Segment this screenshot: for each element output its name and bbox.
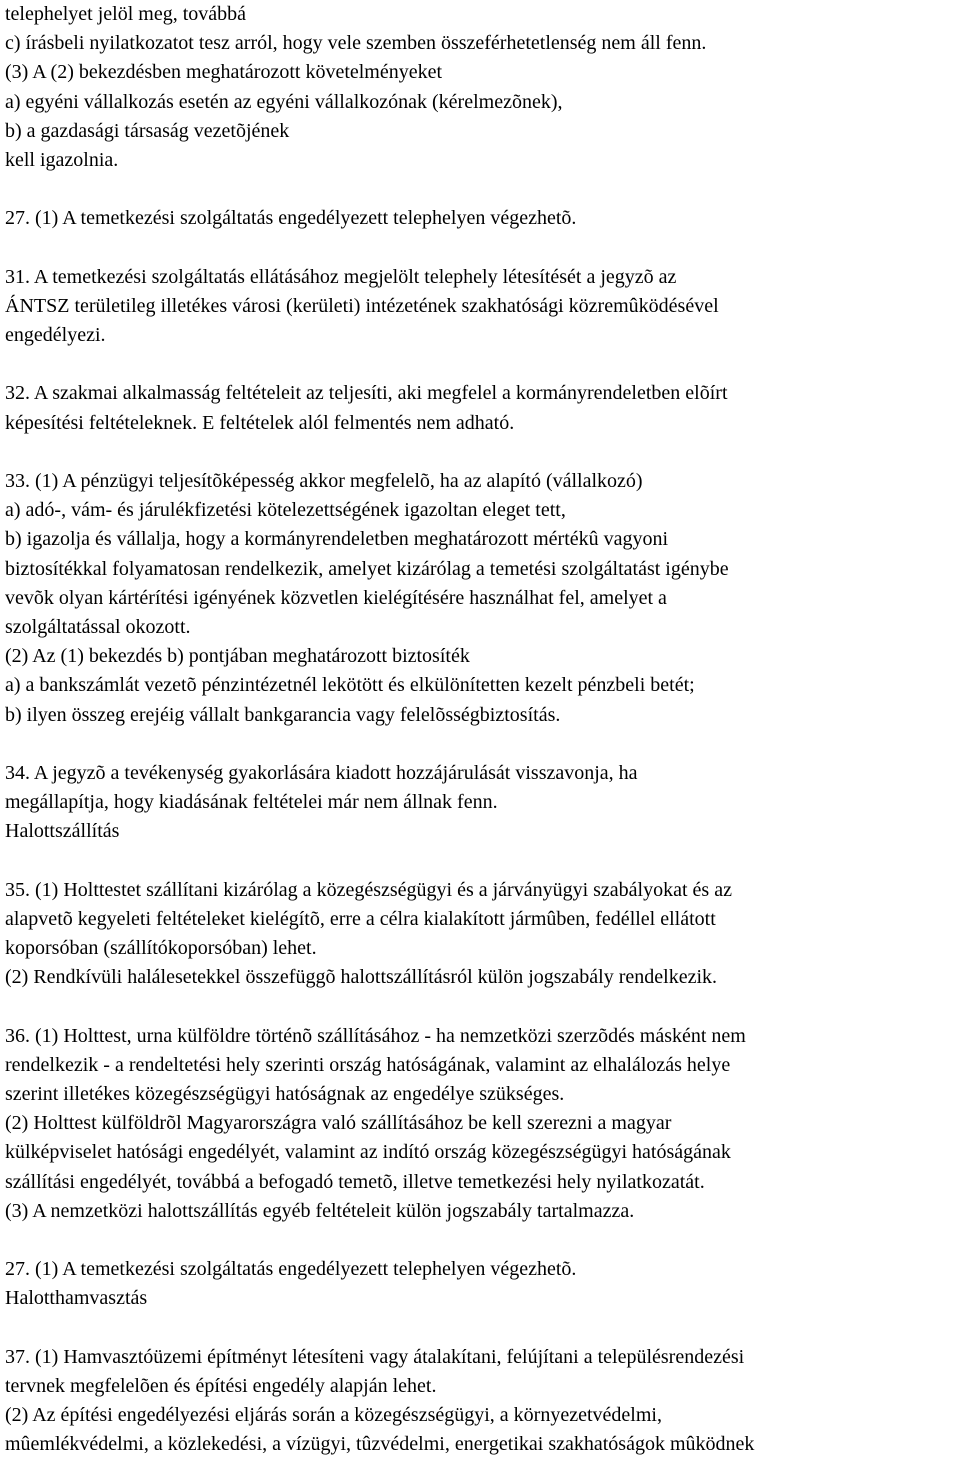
text-line: (2) Rendkívüli halálesetekkel összefüggõ halottszállításról külön jogszabály rendelkezik.	[5, 966, 718, 989]
paragraph-gap	[5, 350, 960, 379]
text-line: telephelyet jelöl meg, továbbá	[5, 3, 247, 25]
text-line: 35. (1) Holttestet szállítani kizárólag a közegészségügyi és a járványügyi szabályokat és az	[5, 878, 732, 901]
text-line: b) igazolja és vállalja, hogy a kormányrendeletben meghatározott mértékû vagyoni	[5, 528, 669, 551]
text-line: vevõk olyan kártérítési igényének közvetlen kielégítésére használhat fel, amelyet a	[5, 586, 667, 609]
text-line: (2) Holttest külföldrõl Magyarországra való szállításához be kell szerezni a magyar	[5, 1112, 672, 1135]
text-line: 31. A temetkezési szolgáltatás ellátásához megjelölt telephely létesítését a jegyzõ az	[5, 265, 677, 288]
text-line: b) a gazdasági társaság vezetõjének	[5, 119, 290, 142]
paragraph-gap	[5, 846, 960, 875]
text-line: 33. (1) A pénzügyi teljesítõképesség akkor megfelelõ, ha az alapító (vállalkozó)	[5, 470, 643, 492]
paragraph-gap	[5, 1313, 960, 1342]
text-line: Halotthamvasztás	[5, 1287, 148, 1310]
text-line: szállítási engedélyét, továbbá a befogadó temetõ, illetve temetkezési hely nyilatkozatát.	[5, 1170, 705, 1193]
text-line: tervnek megfelelõen és építési engedély alapján lehet.	[5, 1374, 437, 1397]
text-line: megállapítja, hogy kiadásának feltételei már nem állnak fenn.	[5, 791, 498, 814]
text-line: (2) Az építési engedélyezési eljárás során a közegészségügyi, a környezetvédelmi,	[5, 1404, 662, 1426]
text-line: 37. (1) Hamvasztóüzemi építményt létesíteni vagy átalakítani, felújítani a településrendezési	[5, 1345, 745, 1368]
text-line: Halottszállítás	[5, 820, 120, 843]
text-line: engedélyezi.	[5, 324, 106, 347]
paragraph-gap	[5, 234, 960, 263]
text-line: a) adó-, vám- és járulékfizetési kötelezettségének igazoltan eleget tett,	[5, 499, 566, 522]
text-line: képesítési feltételeknek. E feltételek alól felmentés nem adható.	[5, 411, 515, 434]
text-line: koporsóban (szállítókoporsóban) lehet.	[5, 937, 317, 959]
paragraph-gap	[5, 730, 960, 759]
text-line: 34. A jegyzõ a tevékenység gyakorlására kiadott hozzájárulását visszavonja, ha	[5, 761, 638, 784]
paragraph-gap	[5, 438, 960, 467]
text-line: kell igazolnia.	[5, 148, 119, 171]
text-line: 27. (1) A temetkezési szolgáltatás engedélyezett telephelyen végezhetõ.	[5, 1258, 577, 1281]
text-line: szerint illetékes közegészségügyi hatóságnak az engedélye szükséges.	[5, 1082, 565, 1105]
paragraph-gap	[5, 175, 960, 204]
text-line: külképviselet hatósági engedélyét, valamint az indító ország közegészségügyi hatóságának	[5, 1141, 731, 1164]
document-page	[5, 0, 960, 1459]
text-line: b) ilyen összeg erejéig vállalt bankgarancia vagy felelõsségbiztosítás.	[5, 703, 561, 726]
text-line: mûemlékvédelmi, a közlekedési, a vízügyi, tûzvédelmi, energetikai szakhatóságok mûködnek	[5, 1433, 755, 1456]
text-line: szolgáltatással okozott.	[5, 615, 191, 638]
text-line: 27. (1) A temetkezési szolgáltatás engedélyezett telephelyen végezhetõ.	[5, 207, 577, 230]
text-line: biztosítékkal folyamatosan rendelkezik, amelyet kizárólag a temetési szolgáltatást igénybe	[5, 557, 729, 580]
paragraph-gap	[5, 992, 960, 1021]
text-line: c) írásbeli nyilatkozatot tesz arról, hogy vele szemben összeférhetetlenség nem áll fenn.	[5, 32, 707, 55]
text-line: 36. (1) Holttest, urna külföldre történõ szállításához - ha nemzetközi szerzõdés másként nem	[5, 1024, 746, 1047]
text-line: alapvetõ kegyeleti feltételeket kielégítõ, erre a célra kialakított jármûben, fedéllel ellátott	[5, 907, 716, 930]
text-line: 32. A szakmai alkalmasság feltételeit az teljesíti, aki megfelel a kormányrendeletben elõírt	[5, 382, 728, 405]
text-line: a) a bankszámlát vezetõ pénzintézetnél lekötött és elkülönítetten kezelt pénzbeli betét;	[5, 674, 695, 697]
text-line: rendelkezik - a rendeltetési hely szerinti ország hatóságának, valamint az elhalálozás helye	[5, 1053, 731, 1076]
text-line: a) egyéni vállalkozás esetén az egyéni vállalkozónak (kérelmezõnek),	[5, 90, 563, 113]
text-line: (3) A nemzetközi halottszállítás egyéb feltételeit külön jogszabály tartalmazza.	[5, 1199, 635, 1222]
paragraph-gap	[5, 1226, 960, 1255]
text-line: (3) A (2) bekezdésben meghatározott követelményeket	[5, 61, 443, 84]
text-line: (2) Az (1) bekezdés b) pontjában meghatározott biztosíték	[5, 645, 470, 668]
text-line: ÁNTSZ területileg illetékes városi (kerületi) intézetének szakhatósági közremûködésével	[5, 294, 719, 317]
